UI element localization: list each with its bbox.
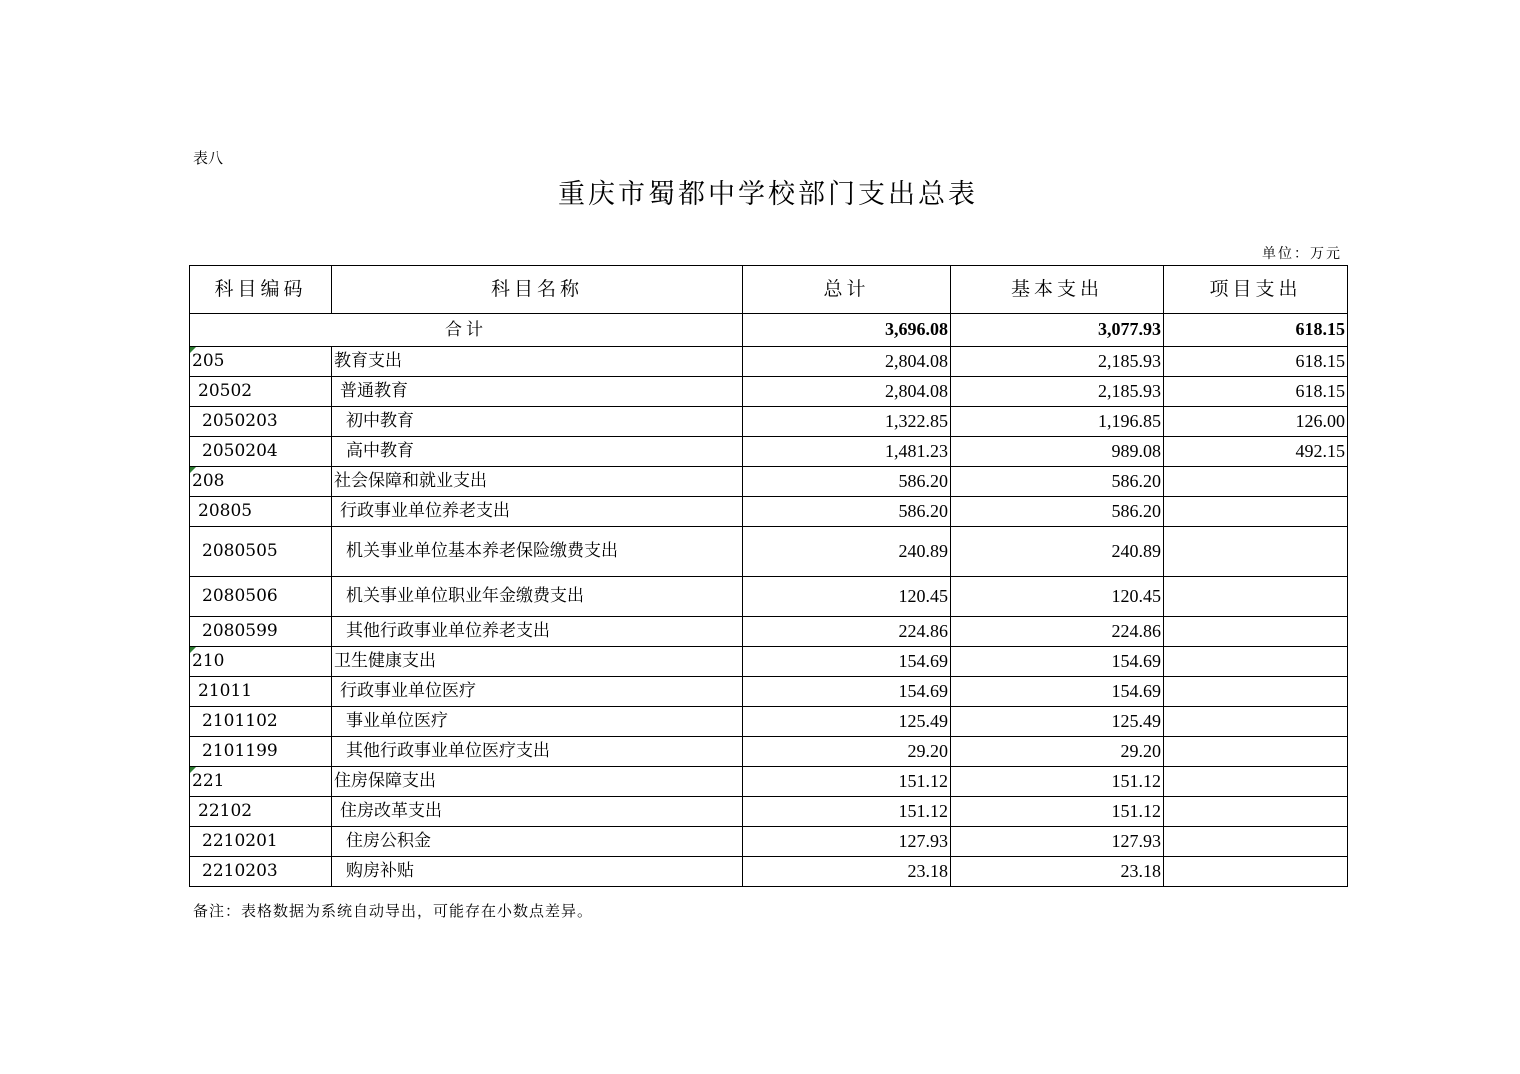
- cell-marker: [190, 647, 196, 653]
- table-row: [190, 527, 1348, 577]
- row-name: 购房补贴: [332, 857, 743, 887]
- row-basic: 586.20: [951, 467, 1164, 497]
- table-label: 表八: [193, 149, 224, 167]
- row-total: 2,804.08: [743, 347, 951, 377]
- row-project: [1164, 737, 1348, 767]
- total-label: 合计: [190, 314, 743, 347]
- row-project: [1164, 767, 1348, 797]
- table-row: [190, 797, 1348, 827]
- row-project: [1164, 467, 1348, 497]
- header-subject-code: 科目编码: [190, 266, 332, 314]
- row-name: 行政事业单位养老支出: [332, 497, 743, 527]
- row-code: 208: [192, 471, 225, 492]
- row-total: 240.89: [743, 527, 951, 577]
- table-row: [190, 467, 1348, 497]
- cell-marker: [190, 467, 196, 473]
- row-name: 卫生健康支出: [332, 647, 743, 677]
- row-code: 20502: [190, 377, 332, 407]
- row-project: 618.15: [1164, 347, 1348, 377]
- row-total: 127.93: [743, 827, 951, 857]
- table-row: [190, 857, 1348, 887]
- row-total: 586.20: [743, 467, 951, 497]
- row-code: 2210203: [190, 857, 332, 887]
- row-code: 221: [192, 771, 225, 792]
- table-row: [190, 707, 1348, 737]
- row-basic: 989.08: [951, 437, 1164, 467]
- table-row: [190, 577, 1348, 617]
- row-basic: 154.69: [951, 647, 1164, 677]
- row-total: 151.12: [743, 797, 951, 827]
- total-basic: 3,077.93: [951, 314, 1164, 347]
- row-code: 210: [192, 651, 225, 672]
- table-row: [190, 437, 1348, 467]
- row-basic: 2,185.93: [951, 377, 1164, 407]
- row-name: 高中教育: [332, 437, 743, 467]
- table-row: [190, 377, 1348, 407]
- header-row: [190, 266, 1348, 314]
- row-code: 20805: [190, 497, 332, 527]
- row-code: 2101199: [190, 737, 332, 767]
- row-name: 事业单位医疗: [332, 707, 743, 737]
- table-row: [190, 497, 1348, 527]
- row-basic: 1,196.85: [951, 407, 1164, 437]
- table-row: [190, 767, 1348, 797]
- row-project: [1164, 677, 1348, 707]
- row-project: [1164, 707, 1348, 737]
- table-row: [190, 737, 1348, 767]
- row-project: [1164, 577, 1348, 617]
- row-total: 29.20: [743, 737, 951, 767]
- row-total: 586.20: [743, 497, 951, 527]
- row-basic: 151.12: [951, 797, 1164, 827]
- row-basic: 29.20: [951, 737, 1164, 767]
- row-total: 154.69: [743, 647, 951, 677]
- header-subject-name: 科目名称: [332, 266, 743, 314]
- row-project: [1164, 647, 1348, 677]
- row-basic: 224.86: [951, 617, 1164, 647]
- row-name: 住房改革支出: [332, 797, 743, 827]
- table-row: [190, 677, 1348, 707]
- row-name: 其他行政事业单位养老支出: [332, 617, 743, 647]
- header-basic-expense: 基本支出: [951, 266, 1164, 314]
- row-name: 教育支出: [332, 347, 743, 377]
- header-project-expense: 项目支出: [1164, 266, 1348, 314]
- row-total: 224.86: [743, 617, 951, 647]
- row-name: 其他行政事业单位医疗支出: [332, 737, 743, 767]
- row-project: [1164, 857, 1348, 887]
- row-code: 2101102: [190, 707, 332, 737]
- cell-marker: [190, 347, 196, 353]
- row-name: 初中教育: [332, 407, 743, 437]
- row-project: [1164, 527, 1348, 577]
- row-project: [1164, 497, 1348, 527]
- row-project: [1164, 827, 1348, 857]
- row-code: 2050204: [190, 437, 332, 467]
- document-title: 重庆市蜀都中学校部门支出总表: [558, 179, 978, 210]
- row-project: 618.15: [1164, 377, 1348, 407]
- row-name: 普通教育: [332, 377, 743, 407]
- row-total: 125.49: [743, 707, 951, 737]
- header-total: 总计: [743, 266, 951, 314]
- row-basic: 127.93: [951, 827, 1164, 857]
- row-code: 2050203: [190, 407, 332, 437]
- total-amount: 3,696.08: [743, 314, 951, 347]
- table-row: [190, 647, 1348, 677]
- row-name: 行政事业单位医疗: [332, 677, 743, 707]
- row-total: 23.18: [743, 857, 951, 887]
- row-project: 492.15: [1164, 437, 1348, 467]
- row-code: 2080505: [190, 527, 332, 577]
- total-project: 618.15: [1164, 314, 1348, 347]
- row-name: 社会保障和就业支出: [332, 467, 743, 497]
- row-code: 2080599: [190, 617, 332, 647]
- unit-label: 单位：万元: [1262, 246, 1342, 262]
- row-basic: 2,185.93: [951, 347, 1164, 377]
- footnote: 备注：表格数据为系统自动导出，可能存在小数点差异。: [193, 902, 594, 920]
- table-row: [190, 407, 1348, 437]
- row-name: 机关事业单位基本养老保险缴费支出: [332, 527, 743, 577]
- total-row: [190, 314, 1348, 347]
- row-code: 205: [192, 351, 225, 372]
- row-project: [1164, 617, 1348, 647]
- expense-table: [189, 265, 1348, 887]
- table-row: [190, 617, 1348, 647]
- table-row: [190, 827, 1348, 857]
- row-code: 22102: [190, 797, 332, 827]
- row-name: 住房保障支出: [332, 767, 743, 797]
- row-total: 151.12: [743, 767, 951, 797]
- row-total: 154.69: [743, 677, 951, 707]
- row-code: 2210201: [190, 827, 332, 857]
- row-project: [1164, 797, 1348, 827]
- row-total: 1,322.85: [743, 407, 951, 437]
- row-project: 126.00: [1164, 407, 1348, 437]
- row-basic: 125.49: [951, 707, 1164, 737]
- row-code: 21011: [190, 677, 332, 707]
- row-total: 1,481.23: [743, 437, 951, 467]
- row-name: 住房公积金: [332, 827, 743, 857]
- row-code: 2080506: [190, 577, 332, 617]
- row-basic: 151.12: [951, 767, 1164, 797]
- row-name: 机关事业单位职业年金缴费支出: [332, 577, 743, 617]
- row-basic: 240.89: [951, 527, 1164, 577]
- row-total: 2,804.08: [743, 377, 951, 407]
- row-basic: 154.69: [951, 677, 1164, 707]
- row-basic: 23.18: [951, 857, 1164, 887]
- row-basic: 120.45: [951, 577, 1164, 617]
- table-row: [190, 347, 1348, 377]
- cell-marker: [190, 767, 196, 773]
- row-basic: 586.20: [951, 497, 1164, 527]
- row-total: 120.45: [743, 577, 951, 617]
